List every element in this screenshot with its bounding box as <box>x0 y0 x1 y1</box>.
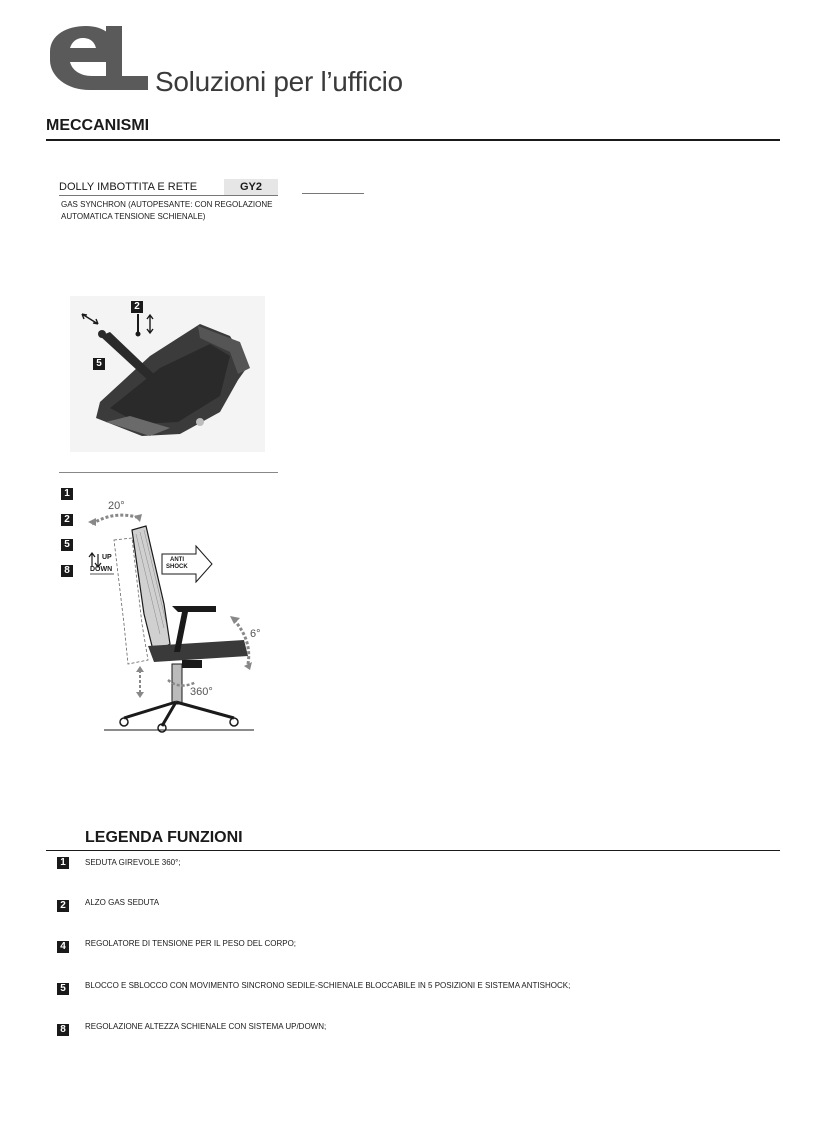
product-name: DOLLY IMBOTTITA E RETE <box>59 181 198 193</box>
mechanism-illustration <box>70 296 265 452</box>
legend-badge-5: 5 <box>57 983 69 995</box>
function-badge-2: 2 <box>61 514 73 526</box>
down-label: DOWN <box>90 566 113 573</box>
legend-item-1: SEDUTA GIREVOLE 360°; <box>85 858 181 867</box>
legend-divider <box>46 850 780 851</box>
legend-item-2: ALZO GAS SEDUTA <box>85 898 160 907</box>
legend-badge-8: 8 <box>57 1024 69 1036</box>
legend-badge-1: 1 <box>57 857 69 869</box>
seat-angle-label: 6° <box>250 628 261 640</box>
legend-item-8: REGOLAZIONE ALTEZZA SCHIENALE CON SISTEMA UP/DOWN; <box>85 1022 327 1031</box>
brand-logo <box>46 24 150 92</box>
back-angle-label: 20° <box>108 500 125 512</box>
up-label: UP <box>102 554 112 561</box>
function-badge-1: 1 <box>61 488 73 500</box>
mechanism-callout-2: 2 <box>131 301 143 313</box>
function-badge-5: 5 <box>61 539 73 551</box>
product-divider <box>59 195 278 196</box>
function-badge-8: 8 <box>61 565 73 577</box>
product-code: GY2 <box>239 181 262 193</box>
legend-item-4: REGOLATORE DI TENSIONE PER IL PESO DEL CORPO; <box>85 939 297 948</box>
legend-title: LEGENDA FUNZIONI <box>85 829 243 846</box>
legend-item-5: BLOCCO E SBLOCCO CON MOVIMENTO SINCRONO SEDILE-SCHIENALE BLOCCABILE IN 5 POSIZIONI E SISTEMA ANTISHOCK; <box>85 981 571 990</box>
legend-badge-4: 4 <box>57 941 69 953</box>
figure-divider <box>59 472 278 473</box>
section-title: MECCANISMI <box>46 117 150 134</box>
product-description: GAS SYNCHRON (AUTOPESANTE: CON REGOLAZIONE AUTOMATICA TENSIONE SCHIENALE) <box>61 200 273 221</box>
legend-badge-2: 2 <box>57 900 69 912</box>
side-divider <box>302 193 364 194</box>
header-divider <box>46 139 780 141</box>
anti-label: ANTI <box>170 557 184 563</box>
swivel-angle-label: 360° <box>190 686 213 698</box>
mechanism-callout-5: 5 <box>93 358 105 370</box>
chair-illustration <box>84 494 264 734</box>
shock-label: SHOCK <box>166 564 188 570</box>
brand-tagline: Soluzioni per l’ufficio <box>155 66 403 97</box>
